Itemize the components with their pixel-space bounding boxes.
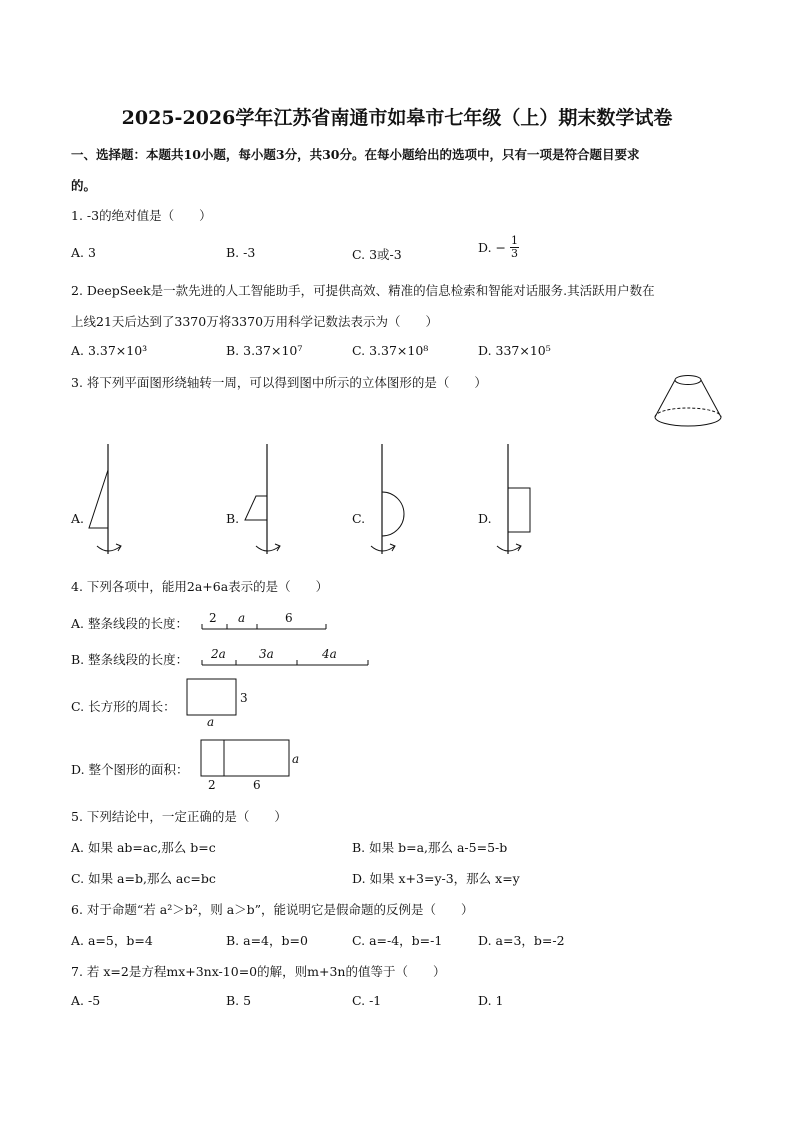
q4-b-seg-label-1: 2a — [211, 647, 226, 661]
q4-d-bottom-label-2: 6 — [253, 778, 261, 792]
q1-option-b[interactable]: B. -3 — [226, 245, 256, 260]
section-heading-line1: 一、选择题：本题共10小题，每小题3分，共30分。在每小题给出的选项中，只有一项是符合题目要求 — [71, 147, 640, 162]
q3-option-c[interactable]: C. — [352, 511, 366, 526]
q2-stem-line2: 上线21天后达到了3370万将3370万用科学记数法表示为（ ） — [71, 314, 439, 329]
q4-d-rectangles — [200, 739, 292, 779]
q1-option-d-fraction — [510, 235, 519, 260]
q4-option-a[interactable]: A. 整条线段的长度： — [71, 616, 188, 631]
q4-option-d[interactable]: D. 整个图形的面积： — [71, 762, 189, 777]
q5-option-a[interactable]: A. 如果 ab=ac,那么 b=c — [71, 840, 216, 855]
fraction-denominator: 3 — [510, 247, 518, 260]
q4-option-b[interactable]: B. 整条线段的长度： — [71, 652, 189, 667]
q2-option-d[interactable]: D. 337×10⁵ — [478, 343, 551, 358]
q7-stem: 7. 若 x=2是方程mx+3nx-10=0的解，则m+3n的值等于（ ） — [71, 964, 446, 979]
q3-option-d[interactable]: D. — [478, 511, 492, 526]
frustum-figure — [650, 372, 730, 432]
q3-option-a[interactable]: A. — [71, 511, 85, 526]
q3-option-b[interactable]: B. — [226, 511, 240, 526]
q7-option-d[interactable]: D. 1 — [478, 993, 504, 1008]
q6-option-d[interactable]: D. a=3，b=-2 — [478, 933, 565, 948]
q2-option-a[interactable]: A. 3.37×10³ — [71, 343, 148, 358]
q3-figure-d — [492, 442, 542, 562]
q6-option-b[interactable]: B. a=4，b=0 — [226, 933, 308, 948]
q7-option-b[interactable]: B. 5 — [226, 993, 252, 1008]
q1-option-d-prefix: D. − — [478, 240, 506, 255]
q5-option-b[interactable]: B. 如果 b=a,那么 a-5=5-b — [352, 840, 508, 855]
q4-b-seg-label-3: 4a — [322, 647, 337, 661]
q2-stem-line1: 2. DeepSeek是一款先进的人工智能助手，可提供高效、精准的信息检索和智能对话服务.其活跃用户数在 — [71, 283, 655, 298]
q1-option-c[interactable]: C. 3或-3 — [352, 247, 402, 262]
q4-d-bottom-label-1: 2 — [208, 778, 216, 792]
q3-stem: 3. 将下列平面图形绕轴转一周，可以得到图中所示的立体图形的是（ ） — [71, 375, 487, 390]
q1-stem: 1. -3的绝对值是（ ） — [71, 208, 212, 223]
q5-option-d[interactable]: D. 如果 x+3=y-3，那么 x=y — [352, 871, 520, 886]
q4-c-side-label: 3 — [240, 691, 248, 705]
q7-option-a[interactable]: A. -5 — [71, 993, 101, 1008]
q4-d-side-label: a — [292, 752, 300, 766]
q5-option-c[interactable]: C. 如果 a=b,那么 ac=bc — [71, 871, 216, 886]
q1-option-d[interactable] — [478, 235, 519, 260]
fraction-numerator: 1 — [510, 234, 518, 247]
page-title: 2025-2026学年江苏省南通市如皋市七年级（上）期末数学试卷 — [121, 107, 673, 129]
q6-stem: 6. 对于命题“若 a²＞b²，则 a＞b”，能说明它是假命题的反例是（ ） — [71, 902, 474, 917]
q4-a-segment — [200, 610, 330, 634]
q5-stem: 5. 下列结论中，一定正确的是（ ） — [71, 809, 287, 824]
q4-c-bottom-label: a — [207, 715, 215, 729]
q3-figure-a — [85, 442, 135, 562]
q6-option-a[interactable]: A. a=5，b=4 — [71, 933, 153, 948]
section-heading-line2: 的。 — [71, 178, 97, 193]
q4-a-seg-label-1: 2 — [209, 611, 217, 625]
q6-option-c[interactable]: C. a=-4，b=-1 — [352, 933, 443, 948]
q1-option-a[interactable]: A. 3 — [71, 245, 96, 260]
q4-b-seg-label-2: 3a — [259, 647, 274, 661]
q4-option-c[interactable]: C. 长方形的周长： — [71, 699, 176, 714]
q4-c-rectangle — [186, 678, 238, 718]
q4-a-seg-label-3: 6 — [285, 611, 293, 625]
q3-figure-b — [242, 442, 292, 562]
q2-option-c[interactable]: C. 3.37×10⁸ — [352, 343, 429, 358]
q2-option-b[interactable]: B. 3.37×10⁷ — [226, 343, 303, 358]
q4-stem: 4. 下列各项中，能用2a+6a表示的是（ ） — [71, 579, 329, 594]
q4-a-seg-label-2: a — [238, 611, 246, 625]
q7-option-c[interactable]: C. -1 — [352, 993, 382, 1008]
q3-figure-c — [362, 442, 417, 562]
